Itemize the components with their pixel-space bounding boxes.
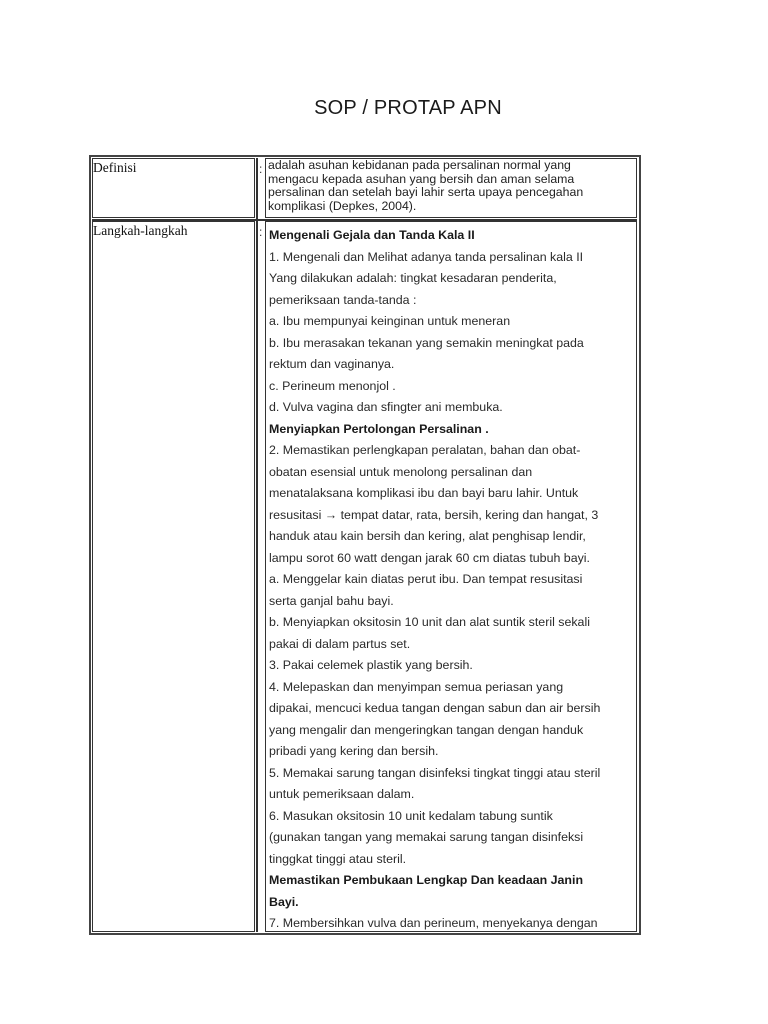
step-line: c. Perineum menonjol . (269, 378, 396, 393)
step-line: Yang dilakukan adalah: tingkat kesadaran penderita, (269, 271, 557, 285)
step-line: obatan esensial untuk menolong persalinan dan (269, 464, 533, 479)
step-line: 4. Melepaskan dan menyimpan semua periasan yang (269, 679, 564, 694)
step-line: 1. Mengenali dan Melihat adanya tanda persalinan kala II (269, 249, 584, 264)
section-heading: Mengenali Gejala dan Tanda Kala II (269, 228, 475, 242)
step-line: 7. Membersihkan vulva dan perineum, menyekanya dengan (269, 916, 598, 930)
step-line: b. Menyiapkan oksitosin 10 unit dan alat suntik steril sekali (269, 615, 590, 629)
step-line: tinggkat tinggi atau steril. (269, 851, 407, 866)
row-divider (92, 219, 637, 221)
langkah-colon: : (259, 225, 263, 239)
step-line: handuk atau kain bersih dan kering, alat penghisap lendir, (269, 529, 586, 543)
section-heading: Bayi. (269, 894, 299, 909)
step-line: 2. Memastikan perlengkapan peralatan, bahan dan obat- (269, 443, 581, 457)
step-line: menatalaksana komplikasi ibu dan bayi baru lahir. Untuk (269, 486, 579, 500)
section-heading: Menyiapkan Pertolongan Persalinan . (269, 421, 489, 436)
definisi-colon: : (259, 162, 263, 176)
step-line: yang mengalir dan mengeringkan tangan dengan handuk (269, 722, 584, 737)
langkah-steps-list (269, 225, 633, 933)
step-line: 6. Masukan oksitosin 10 unit kedalam tabung suntik (269, 808, 553, 823)
step-line: (gunakan tangan yang memakai sarung tangan disinfeksi (269, 830, 584, 844)
column-divider (256, 158, 258, 932)
step-line: untuk pemeriksaan dalam. (269, 787, 415, 801)
step-line: pakai di dalam partus set. (269, 636, 411, 651)
step-line: dipakai, mencuci kedua tangan dengan sabun dan air bersih (269, 701, 601, 715)
step-line: resusitasi → tempat datar, rata, bersih, kering dan hangat, 3 (269, 507, 599, 522)
page-title: SOP / PROTAP APN (314, 97, 502, 119)
definisi-label: Definisi (93, 160, 137, 175)
step-line: pribadi yang kering dan bersih. (269, 744, 439, 758)
step-line: d. Vulva vagina dan sfingter ani membuka. (269, 400, 503, 414)
langkah-label-cell (92, 221, 255, 932)
step-line: lampu sorot 60 watt dengan jarak 60 cm diatas tubuh bayi. (269, 550, 590, 565)
step-line: 5. Memakai sarung tangan disinfeksi tingkat tinggi atau steril (269, 765, 601, 780)
step-line: a. Ibu mempunyai keinginan untuk meneran (269, 314, 511, 328)
step-line: b. Ibu merasakan tekanan yang semakin meningkat pada (269, 335, 584, 350)
step-line: pemeriksaan tanda-tanda : (269, 292, 417, 307)
step-line: a. Menggelar kain diatas perut ibu. Dan tempat resusitasi (269, 572, 583, 586)
langkah-label: Langkah-langkah (93, 223, 188, 238)
definisi-text: adalah asuhan kebidanan pada persalinan normal yang mengacu kepada asuhan yang bersih dan aman selama persalinan dan setelah bayi lahir serta upaya pencegahan komplikasi (Depkes, 2004). (268, 158, 584, 213)
step-line: serta ganjal bahu bayi. (269, 593, 394, 608)
section-heading: Memastikan Pembukaan Lengkap Dan keadaan Janin (269, 873, 584, 887)
step-line: 3. Pakai celemek plastik yang bersih. (269, 658, 473, 672)
step-line: rektum dan vaginanya. (269, 357, 395, 371)
